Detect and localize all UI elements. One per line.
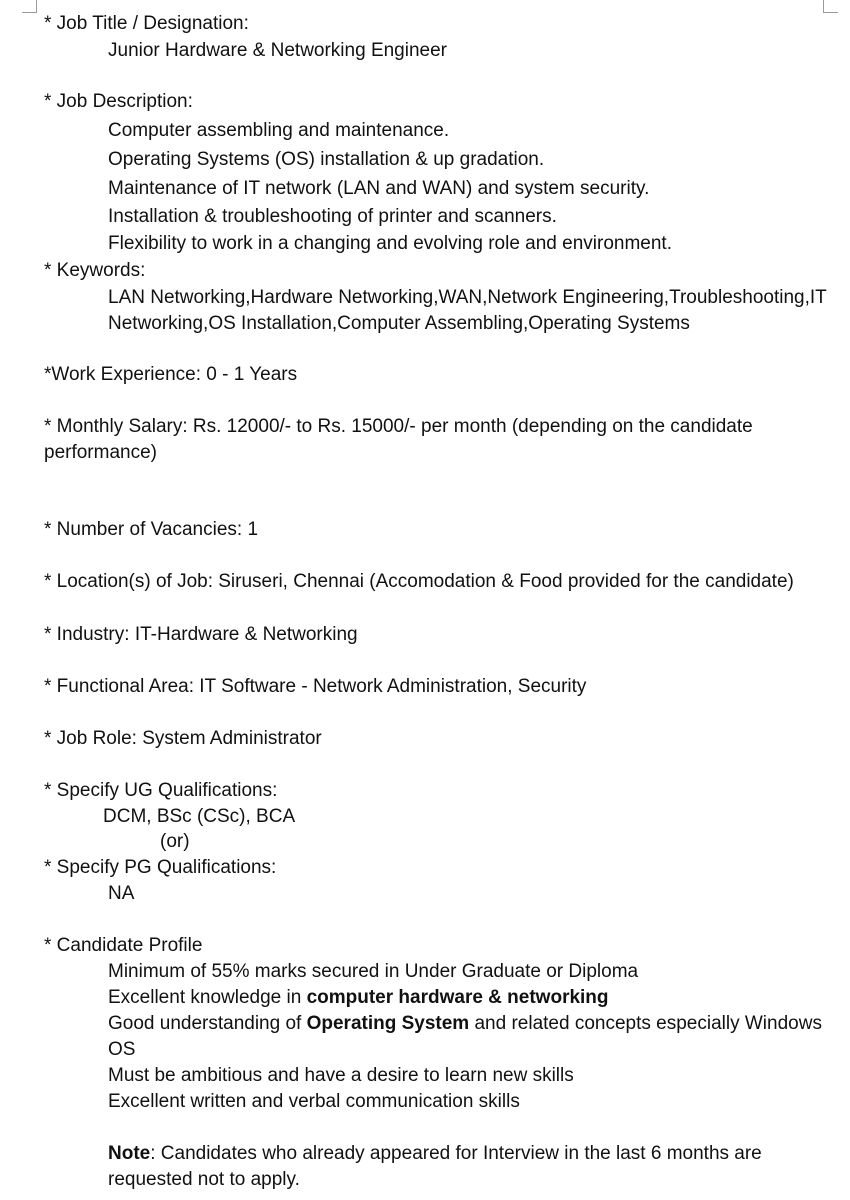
keywords-label: * Keywords:	[44, 260, 146, 281]
candidate-profile-item: Excellent knowledge in computer hardware & networking	[108, 987, 609, 1008]
page-corner-mark-right	[823, 0, 838, 13]
page-corner-mark-left	[22, 0, 37, 13]
ug-qualifications-label: * Specify UG Qualifications:	[44, 780, 278, 801]
industry: * Industry: IT-Hardware & Networking	[44, 624, 358, 645]
pg-qualifications-label: * Specify PG Qualifications:	[44, 857, 277, 878]
job-description-item: Operating Systems (OS) installation & up gradation.	[108, 149, 545, 170]
job-role: * Job Role: System Administrator	[44, 728, 322, 749]
number-of-vacancies: * Number of Vacancies: 1	[44, 519, 259, 540]
job-title-label: * Job Title / Designation:	[44, 13, 249, 34]
candidate-profile-item: Good understanding of Operating System and related concepts especially Windows	[108, 1013, 822, 1034]
candidate-profile-item: Minimum of 55% marks secured in Under Graduate or Diploma	[108, 961, 639, 982]
ug-qualifications-value: DCM, BSc (CSc), BCA	[103, 806, 296, 827]
note: Note: Candidates who already appeared for Interview in the last 6 months are	[108, 1143, 762, 1164]
keywords-line: LAN Networking,Hardware Networking,WAN,Network Engineering,Troubleshooting,IT	[108, 287, 827, 308]
candidate-profile-item: Excellent written and verbal communication skills	[108, 1091, 520, 1112]
job-description-item: Flexibility to work in a changing and evolving role and environment.	[108, 233, 672, 254]
job-description-item: Maintenance of IT network (LAN and WAN) and system security.	[108, 178, 650, 199]
pg-qualifications-value: NA	[108, 883, 135, 904]
note-label: Note	[108, 1143, 151, 1164]
monthly-salary-continued: performance)	[44, 442, 157, 463]
job-location: * Location(s) of Job: Siruseri, Chennai (Accomodation & Food provided for the candidate)	[44, 571, 794, 592]
keywords-line: Networking,OS Installation,Computer Assembling,Operating Systems	[108, 313, 690, 334]
job-description-item: Computer assembling and maintenance.	[108, 120, 450, 141]
job-title-value: Junior Hardware & Networking Engineer	[108, 40, 447, 61]
emphasis-text: computer hardware & networking	[306, 987, 609, 1008]
candidate-profile-item-continued: OS	[108, 1039, 136, 1060]
note-continued: requested not to apply.	[108, 1169, 300, 1190]
job-description-item: Installation & troubleshooting of printer and scanners.	[108, 206, 557, 227]
qualifications-or: (or)	[160, 831, 190, 852]
monthly-salary: * Monthly Salary: Rs. 12000/- to Rs. 15000/- per month (depending on the candidate	[44, 416, 753, 437]
functional-area: * Functional Area: IT Software - Network Administration, Security	[44, 676, 587, 697]
work-experience: *Work Experience: 0 - 1 Years	[44, 364, 298, 385]
emphasis-text: Operating System	[306, 1013, 470, 1034]
candidate-profile-label: * Candidate Profile	[44, 935, 203, 956]
job-description-label: * Job Description:	[44, 91, 193, 112]
candidate-profile-item: Must be ambitious and have a desire to learn new skills	[108, 1065, 574, 1086]
